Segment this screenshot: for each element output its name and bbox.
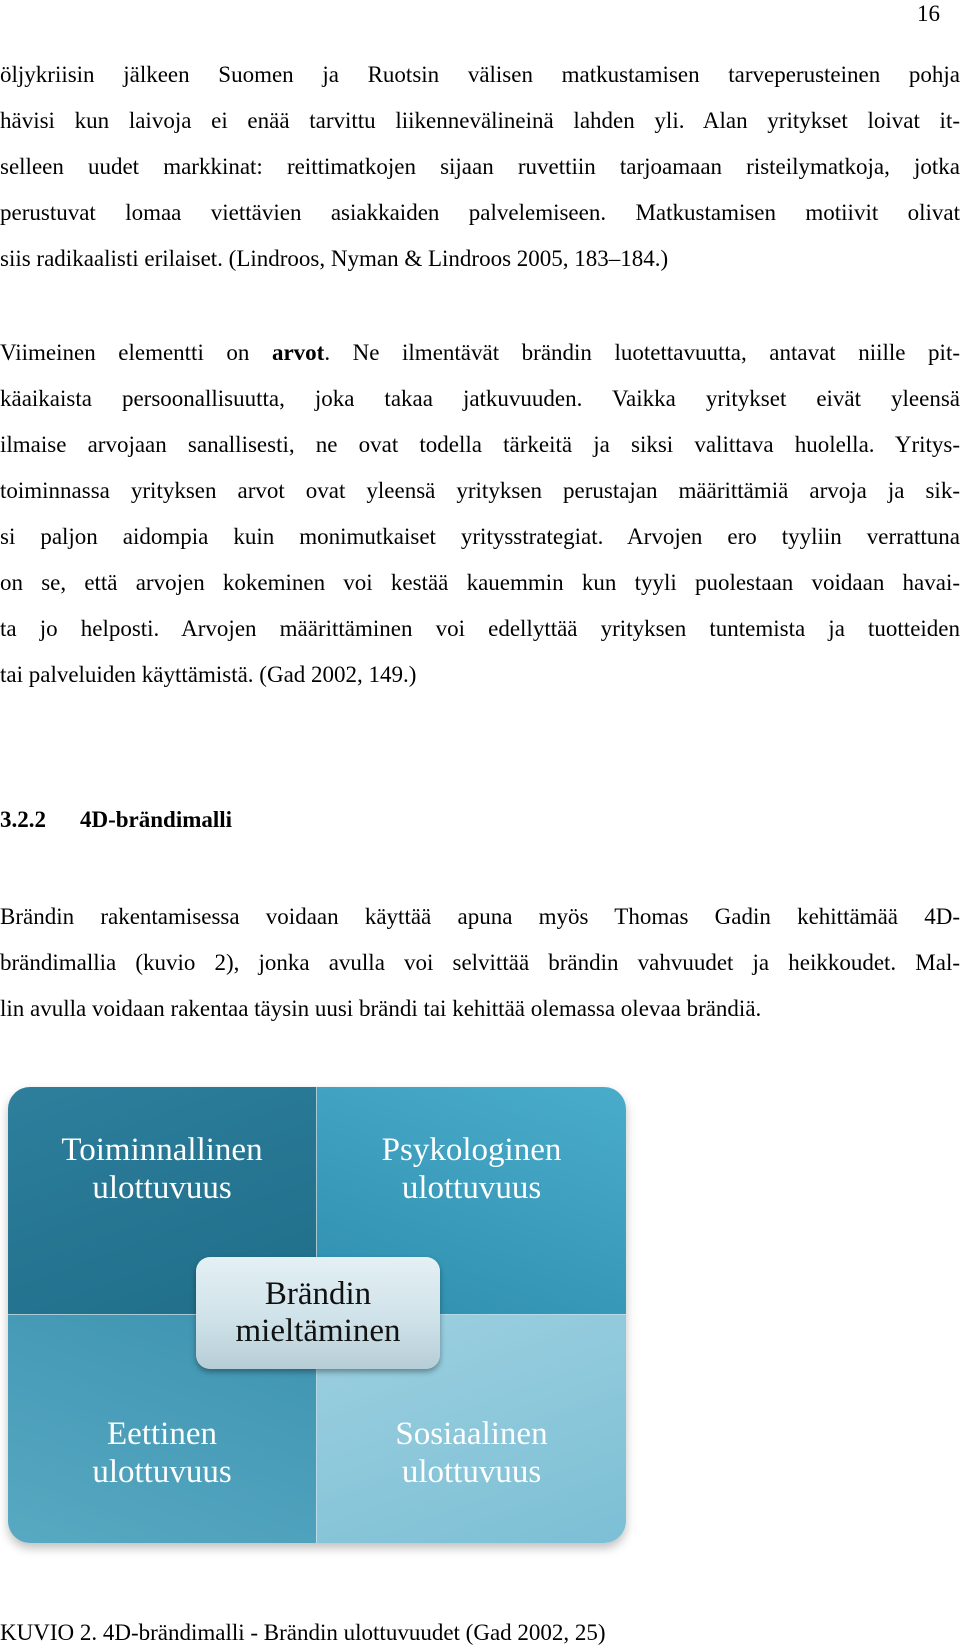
- paragraph-line: [0, 330, 960, 376]
- quadrant-label: Eettinen: [107, 1416, 217, 1452]
- paragraph-text: . Ne ilmentävät brändin luotettavuutta, antavat niille pit-: [324, 340, 960, 365]
- quadrant-label: ulottuvuus: [401, 1454, 542, 1490]
- paragraph-line: selleen uudet markkinat: reittimatkojen sijaan ruvettiin tarjoamaan risteilymatkoja, jotka: [0, 154, 960, 179]
- paragraph-line: ta jo helposti. Arvojen määrittäminen voi edellyttää yrityksen tuntemista ja tuotteiden: [0, 616, 960, 641]
- figure-caption: KUVIO 2. 4D-brändimalli - Brändin ulottuvuudet (Gad 2002, 25): [0, 1620, 606, 1645]
- quadrant-label: Sosiaalinen: [395, 1416, 548, 1452]
- quadrant-label: Psykologinen: [381, 1132, 562, 1168]
- quadrant-label: ulottuvuus: [92, 1170, 232, 1206]
- section-number: 3.2.2: [0, 807, 46, 832]
- center-brand-perception: [196, 1257, 440, 1369]
- paragraph-line: tai palveluiden käyttämistä. (Gad 2002, 149.): [0, 662, 417, 687]
- section-heading: [0, 806, 232, 834]
- paragraph-line: siis radikaalisti erilaiset. (Lindroos, Nyman & Lindroos 2005, 183–184.): [0, 246, 669, 271]
- quadrant-label: ulottuvuus: [92, 1454, 232, 1490]
- paragraph-line: brändimallia (kuvio 2), jonka avulla voi selvittää brändin vahvuudet ja heikkoudet. Mal-: [0, 950, 960, 975]
- section-title: 4D-brändimalli: [80, 807, 233, 832]
- page-number: 16: [917, 1, 940, 26]
- paragraph-line: öljykriisin jälkeen Suomen ja Ruotsin välisen matkustamisen tarveperusteinen pohja: [0, 62, 960, 87]
- quadrant-label: Toiminnallinen: [61, 1132, 263, 1168]
- paragraph-4d-model: [0, 894, 960, 1032]
- 4d-brand-model-figure: [8, 1087, 626, 1543]
- paragraph-line: on se, että arvojen kokeminen voi kestää kauemmin kun tyyli puolestaan voidaan havai-: [0, 570, 960, 595]
- center-label: mieltäminen: [235, 1313, 401, 1349]
- bold-term-arvot: arvot: [271, 340, 325, 365]
- paragraph-line: si paljon aidompia kuin monimutkaiset yritysstrategiat. Arvojen ero tyyliin verrattuna: [0, 524, 960, 549]
- paragraph-line: Brändin rakentamisessa voidaan käyttää apuna myös Thomas Gadin kehittämää 4D-: [0, 904, 960, 929]
- paragraph-line: hävisi kun laivoja ei enää tarvittu liikennevälineinä lahden yli. Alan yritykset loivat it-: [0, 108, 960, 133]
- paragraph-values: [0, 330, 960, 698]
- paragraph-line: ilmaise arvojaan sanallisesti, ne ovat todella tärkeitä ja siksi valittava huolella. Yritys-: [0, 432, 960, 457]
- paragraph-line: käaikaista persoonallisuutta, joka takaa jatkuvuuden. Vaikka yritykset eivät yleensä: [0, 386, 960, 411]
- paragraph-text: Viimeinen elementti on: [0, 340, 272, 365]
- paragraph-line: perustuvat lomaa viettävien asiakkaiden palvelemiseen. Matkustamisen motiivit olivat: [0, 200, 960, 225]
- quadrant-label: ulottuvuus: [401, 1170, 542, 1206]
- paragraph-line: toiminnassa yrityksen arvot ovat yleensä yrityksen perustajan määrittämiä arvoja ja sik-: [0, 478, 960, 503]
- center-label: Brändin: [264, 1276, 372, 1312]
- paragraph-line: lin avulla voidaan rakentaa täysin uusi brändi tai kehittää olemassa olevaa brändiä.: [0, 996, 762, 1021]
- paragraph-oil-crisis: [0, 52, 960, 282]
